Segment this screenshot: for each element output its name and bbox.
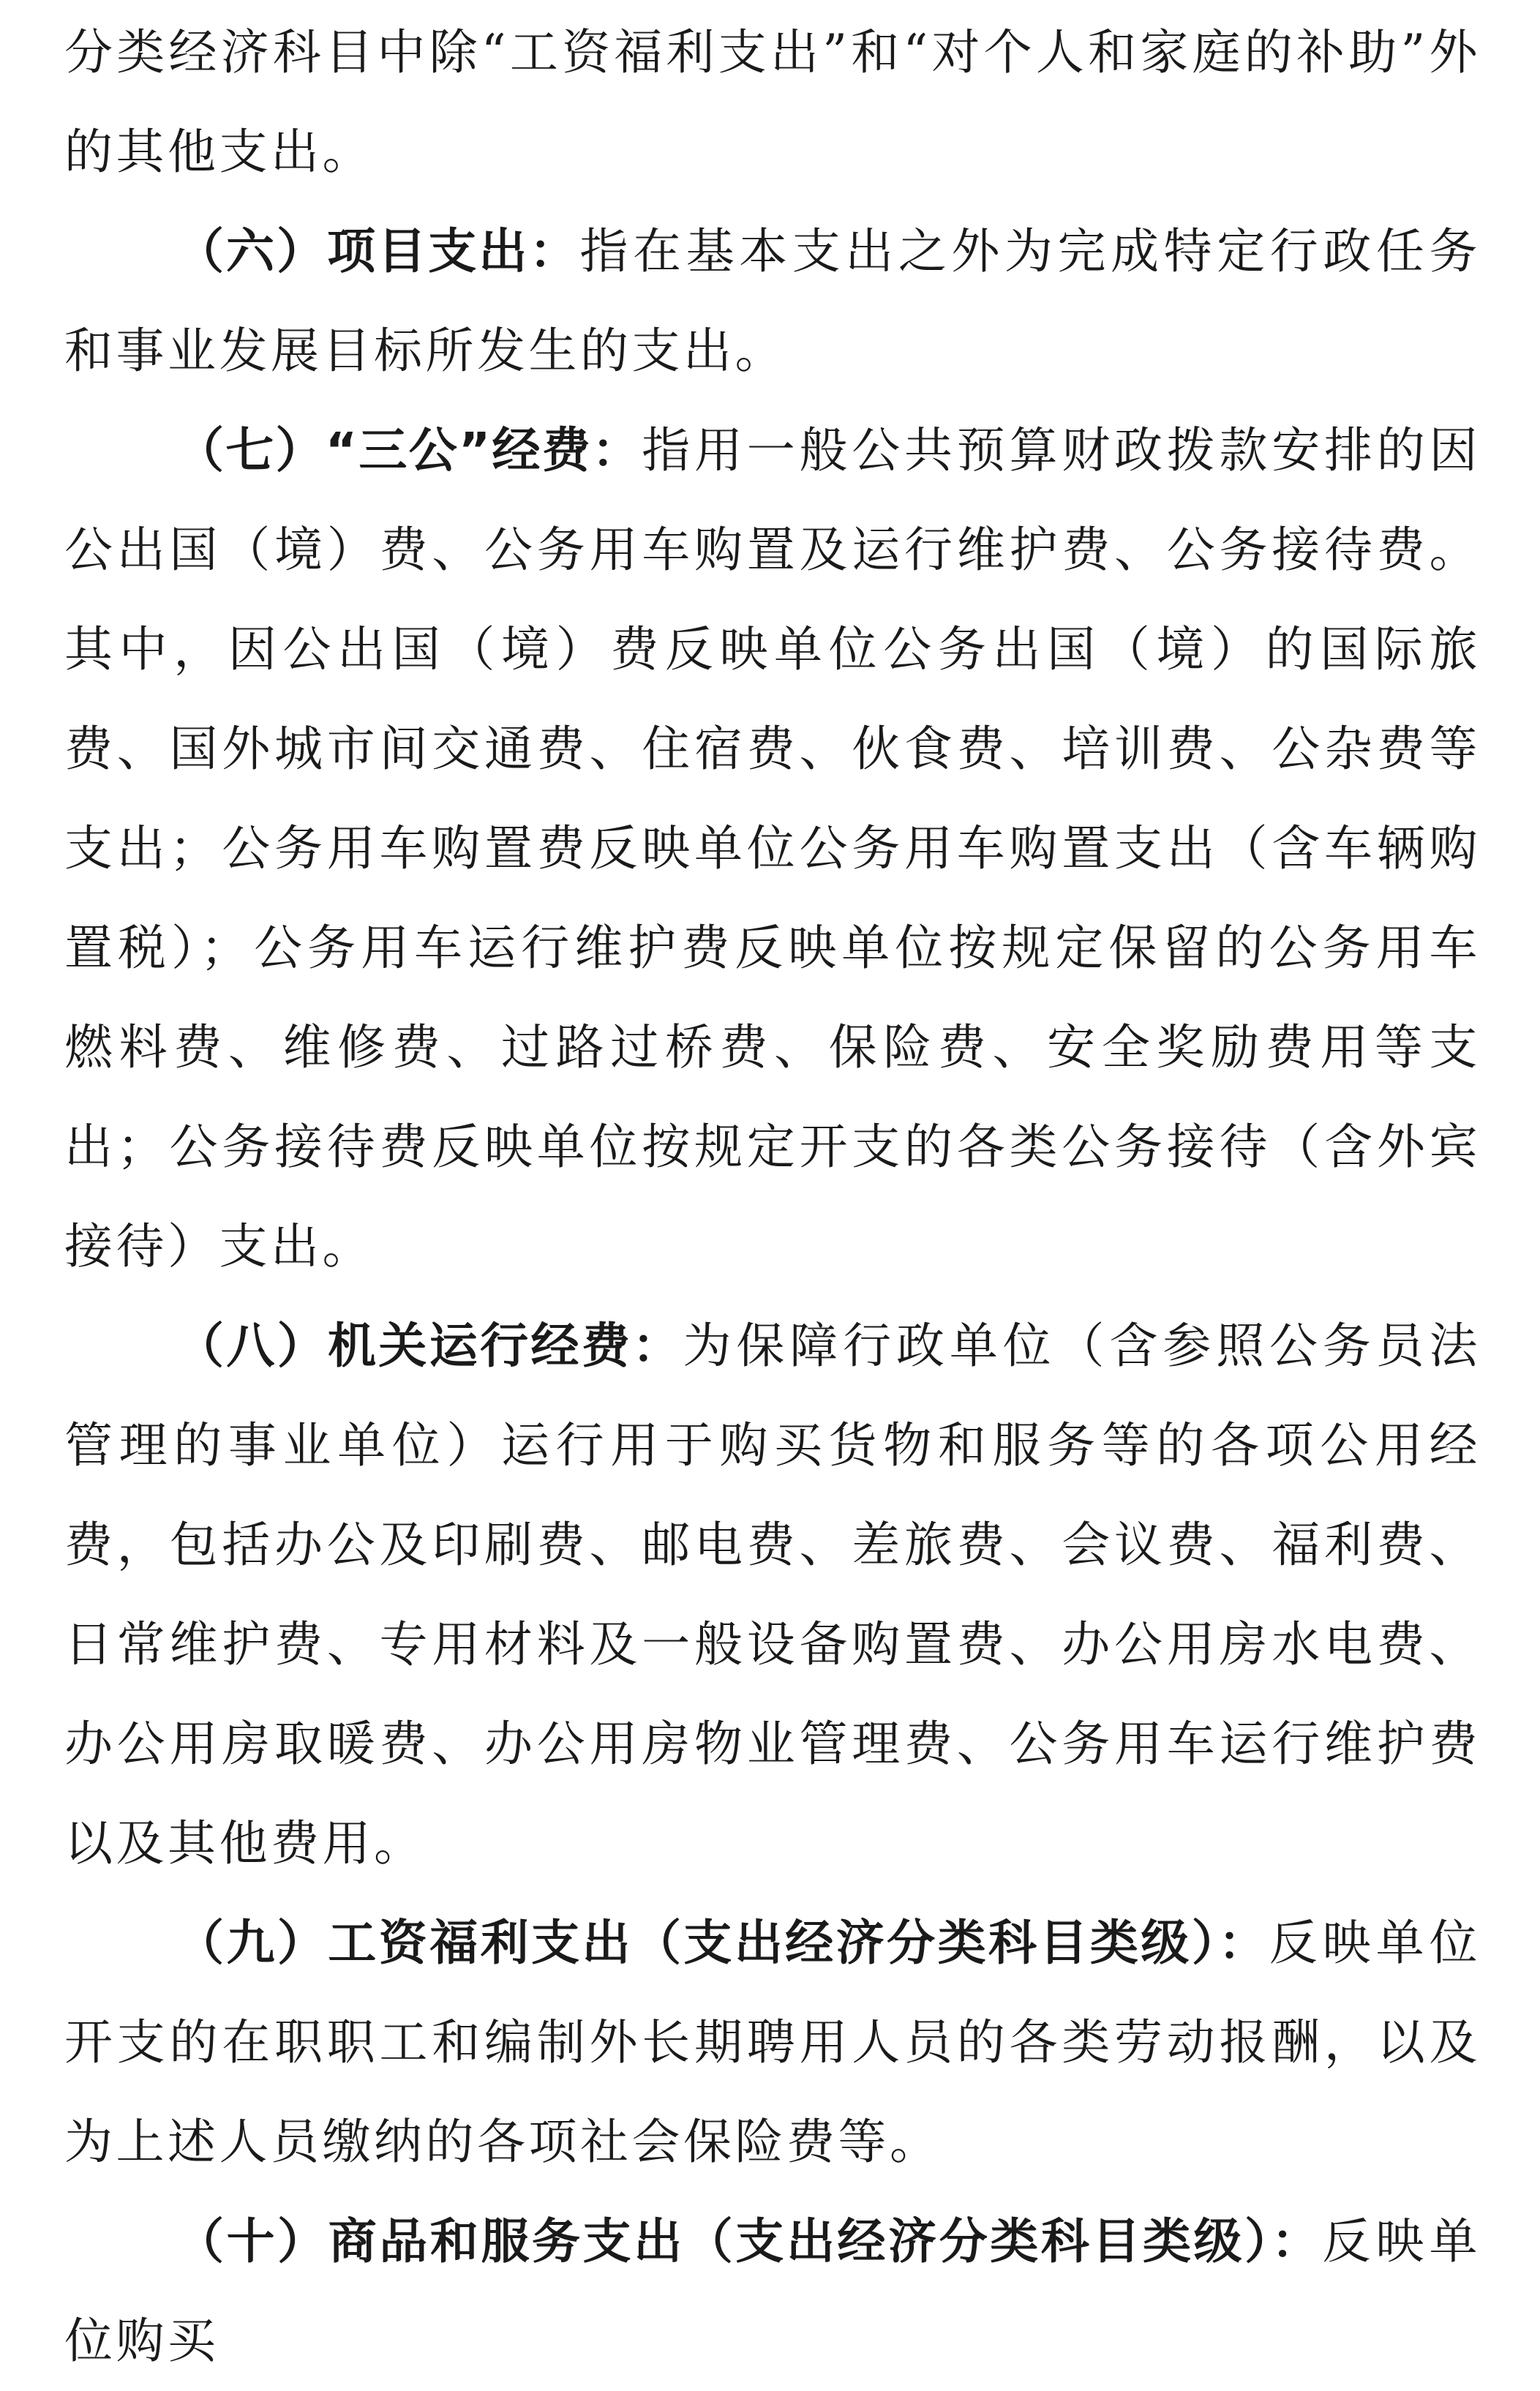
term-heading: （七）“三公”经费： [176,422,642,478]
paragraph-goods-services [64,2192,1481,2391]
term-heading: （九）工资福利支出（支出经济分类科目类级）： [176,1915,1269,1971]
paragraph-continuation [64,3,1481,202]
document-page [64,0,1481,2391]
term-heading: （八）机关运行经费： [176,1318,683,1374]
paragraph-text: 指用一般公共预算财政拨款安排的因公出国（境）费、公务用车购置及运行维护费、公务接待费。其中，因公出国（境）费反映单位公务出国（境）的国际旅费、国外城市间交通费、住宿费、伙食费、培训费、公杂费等支出；公务用车购置费反映单位公务用车购置支出（含车辆购置税）；公务用车运行维护费反映单位按规定保留的公务用车燃料费、维修费、过路过桥费、保险费、安全奖励费用等支出；公务接待费反映单位按规定开支的各类公务接待（含外宾接待）支出。 [64,422,1481,1275]
term-heading: （六）项目支出： [176,223,580,279]
paragraph-wages-benefits [64,1893,1481,2192]
paragraph-text: 反映单位购买 [64,2213,1481,2369]
paragraph-project-expenditure [64,202,1481,401]
paragraph-three-public-expenses [64,401,1481,1296]
term-heading: （十）商品和服务支出（支出经济分类科目类级）： [176,2213,1323,2270]
paragraph-text: 分类经济科目中除“工资福利支出”和“对个人和家庭的补助”外的其他支出。 [64,24,1481,180]
paragraph-text: 为保障行政单位（含参照公务员法管理的事业单位）运行用于购买货物和服务等的各项公用经费，包括办公及印刷费、邮电费、差旅费、会议费、福利费、日常维护费、专用材料及一般设备购置费、办公用房水电费、办公用房取暖费、办公用房物业管理费、公务用车运行维护费以及其他费用。 [64,1318,1481,1872]
paragraph-agency-operating-costs [64,1296,1481,1893]
paragraph-text: 反映单位开支的在职职工和编制外长期聘用人员的各类劳动报酬，以及为上述人员缴纳的各项社会保险费等。 [64,1915,1481,2170]
paragraph-text: 指在基本支出之外为完成特定行政任务和事业发展目标所发生的支出。 [64,223,1481,379]
